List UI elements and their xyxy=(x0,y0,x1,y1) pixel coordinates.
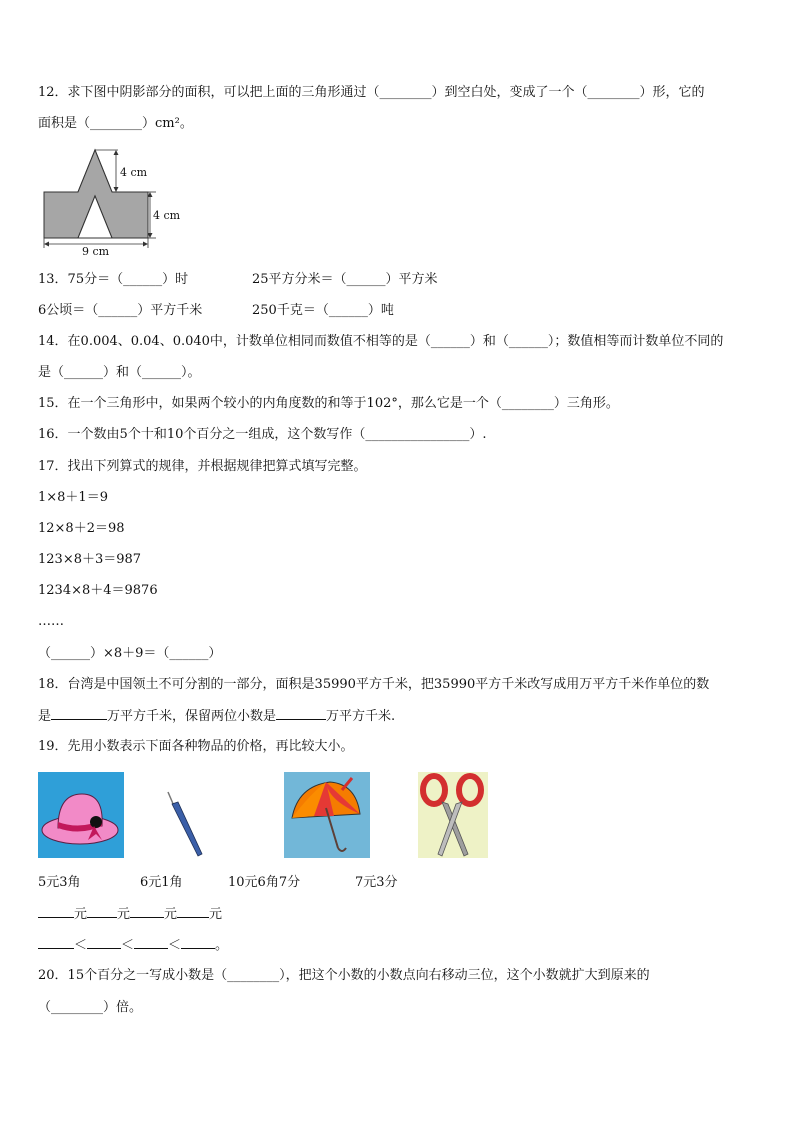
q19-decimal-row xyxy=(38,905,222,924)
compare-blank-3[interactable] xyxy=(134,936,168,949)
q16: 16．一个数由5个十和10个百分之一组成，这个数写作（________________）. xyxy=(38,427,487,442)
fig-label-right: 4 cm xyxy=(153,209,181,222)
compare-blank-4[interactable] xyxy=(181,936,215,949)
q18-blank-2[interactable] xyxy=(276,707,326,720)
q17-title: 17．找出下列算式的规律，并根据规律把算式填写完整。 xyxy=(38,459,367,474)
q13-a: 13．75分＝（______）时 xyxy=(38,272,189,287)
q18-text-b: 万平方千米，保留两位小数是 xyxy=(107,709,277,724)
scissors-image xyxy=(418,772,488,858)
lt-1: ＜ xyxy=(74,938,88,953)
fig-label-bottom: 9 cm xyxy=(82,245,110,258)
lt-2: ＜ xyxy=(121,938,135,953)
q14-line1: 14．在0.004、0.04、0.040中，计数单位相同而数值不相等的是（______）和（______）；数值相等而计数单位不同的 xyxy=(38,334,724,349)
price-3: 10元6角7分 xyxy=(228,875,301,890)
q17-eq-2: 12×8＋2＝98 xyxy=(38,521,125,536)
q13-c: 6公顷＝（______）平方千米 xyxy=(38,303,203,318)
q18-line1: 18．台湾是中国领土不可分割的一部分，面积是35990平方千米，把35990平方千米改写成用万平方千米作单位的数 xyxy=(38,677,710,692)
q17-last: （______）×8＋9＝（______） xyxy=(38,646,222,661)
q18-text-c: 万平方千米. xyxy=(326,709,396,724)
pen-image xyxy=(160,788,210,860)
price-4: 7元3分 xyxy=(355,875,398,890)
price-2: 6元1角 xyxy=(140,875,183,890)
q13-d: 250千克＝（______）吨 xyxy=(252,303,394,318)
decimal-blank-4[interactable] xyxy=(177,905,209,918)
yuan-1: 元 xyxy=(74,907,88,922)
q17-eq-4: 1234×8＋4＝9876 xyxy=(38,583,158,598)
q19-compare-row xyxy=(38,936,228,955)
shaded-area-figure xyxy=(38,146,188,258)
hat-image xyxy=(38,772,124,858)
compare-blank-2[interactable] xyxy=(87,936,121,949)
compare-end: 。 xyxy=(215,938,229,953)
q14-line2: 是（______）和（______）。 xyxy=(38,365,201,380)
yuan-4: 元 xyxy=(209,907,223,922)
yuan-3: 元 xyxy=(164,907,178,922)
q18-text-a: 是 xyxy=(38,709,52,724)
price-1: 5元3角 xyxy=(38,875,81,890)
fig-label-top: 4 cm xyxy=(120,166,148,179)
q13-b: 25平方分米＝（______）平方米 xyxy=(252,272,438,287)
decimal-blank-3[interactable] xyxy=(130,905,164,918)
q15: 15．在一个三角形中，如果两个较小的内角度数的和等于102°，那么它是一个（________）三角形。 xyxy=(38,396,619,411)
q17-dots: …… xyxy=(38,614,64,629)
q18-blank-1[interactable] xyxy=(51,707,107,720)
q18-line2 xyxy=(38,707,395,726)
decimal-blank-2[interactable] xyxy=(87,905,117,918)
q20-line1: 20．15个百分之一写成小数是（________），把这个小数的小数点向右移动三位，这个小数就扩大到原来的 xyxy=(38,968,650,983)
q12-line1: 12．求下图中阴影部分的面积，可以把上面的三角形通过（________）到空白处，变成了一个（________）形，它的 xyxy=(38,85,705,100)
q20-line2: （________）倍。 xyxy=(38,1000,143,1015)
lt-3: ＜ xyxy=(168,938,182,953)
umbrella-image xyxy=(284,772,370,858)
decimal-blank-1[interactable] xyxy=(38,905,74,918)
yuan-2: 元 xyxy=(117,907,131,922)
compare-blank-1[interactable] xyxy=(38,936,74,949)
q19-title: 19．先用小数表示下面各种物品的价格，再比较大小。 xyxy=(38,739,354,754)
q12-line2: 面积是（________）cm²。 xyxy=(38,116,193,131)
q17-eq-3: 123×8＋3＝987 xyxy=(38,552,142,567)
q17-eq-1: 1×8＋1＝9 xyxy=(38,490,108,505)
